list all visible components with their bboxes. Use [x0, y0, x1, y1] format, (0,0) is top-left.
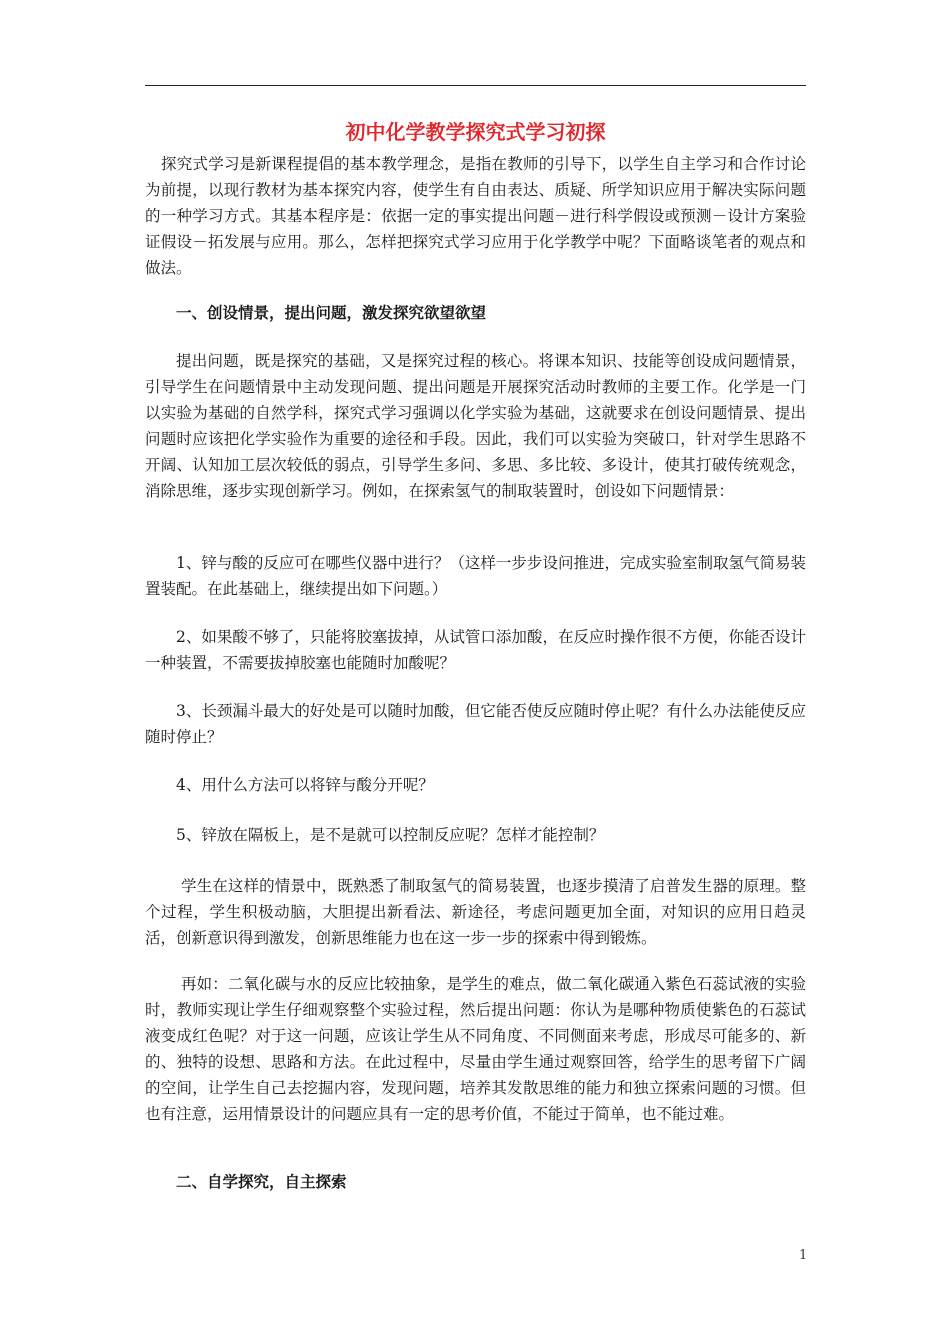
question-3: 3、长颈漏斗最大的好处是可以随时加酸，但它能否使反应随时停止呢？有什么办法能使反应随时停止？: [145, 702, 806, 746]
question-4: 4、用什么方法可以将锌与酸分开呢？: [176, 776, 434, 794]
intro-paragraph: 探究式学习是新课程提倡的基本教学理念，是指在教师的引导下，以学生自主学习和合作讨论为前提，以现行教材为基本探究内容，使学生有自由表达、质疑、所学知识应用于解决实际问题的一种学习方式。其基本程序是：依据一定的事实提出问题－进行科学假设或预测－设计方案验证假设－拓发展与应用。那么，怎样把探究式学习应用于化学教学中呢？下面略谈笔者的观点和做法。: [145, 155, 806, 277]
section-heading-1: 一、创设情景，提出问题，激发探究欲望欲望: [176, 303, 487, 322]
question-5: 5、锌放在隔板上，是不是就可以控制反应呢？怎样才能控制？: [176, 826, 605, 844]
section-heading-2: 二、自学探究，自主探索: [176, 1172, 347, 1191]
document-title: 初中化学教学探究式学习初探: [345, 120, 606, 144]
page-number: 1: [799, 1248, 808, 1263]
header-rule: [145, 85, 806, 86]
section1-paragraph-1: 提出问题，既是探究的基础，又是探究过程的核心。将课本知识、技能等创设成问题情景，引导学生在问题情景中主动发现问题、提出问题是开展探究活动时教师的主要工作。化学是一门以实验为基础的自然学科，探究式学习强调以化学实验为基础，这就要求在创设问题情景、提出问题时应该把化学实验作为重要的途径和手段。因此，我们可以实验为突破口，针对学生思路不开阔、认知加工层次较低的弱点，引导学生多问、多思、多比较、多设计，使其打破传统观念，消除思维，逐步实现创新学习。例如，在探索氢气的制取装置时，创设如下问题情景：: [145, 352, 806, 500]
question-2: 2、如果酸不够了，只能将胶塞拔掉，从试管口添加酸，在反应时操作很不方便，你能否设计一种装置，不需要拔掉胶塞也能随时加酸呢？: [145, 628, 806, 672]
section1-paragraph-3: 再如：二氧化碳与水的反应比较抽象，是学生的难点，做二氧化碳通入紫色石蕊试液的实验时，教师实现让学生仔细观察整个实验过程，然后提出问题：你认为是哪种物质使紫色的石蕊试液变成红色呢？对于这一问题，应该让学生从不同角度、不同侧面来考虑，形成尽可能多的、新的、独特的设想、思路和方法。在此过程中，尽量由学生通过观察回答，给学生的思考留下广阔的空间，让学生自己去挖掘内容，发现问题，培养其发散思维的能力和独立探索问题的习惯。但也有注意，运用情景设计的问题应具有一定的思考价值，不能过于简单，也不能过难。: [145, 975, 806, 1123]
question-1: 1、锌与酸的反应可在哪些仪器中进行？（这样一步步设问推进，完成实验室制取氢气简易装置装配。在此基础上，继续提出如下问题。）: [145, 554, 806, 598]
section1-paragraph-2: 学生在这样的情景中，既熟悉了制取氢气的简易装置，也逐步摸清了启普发生器的原理。整个过程，学生积极动脑，大胆提出新看法、新途径，考虑问题更加全面，对知识的应用日趋灵活，创新意识得到激发，创新思维能力也在这一步一步的探索中得到锻炼。: [145, 877, 806, 947]
